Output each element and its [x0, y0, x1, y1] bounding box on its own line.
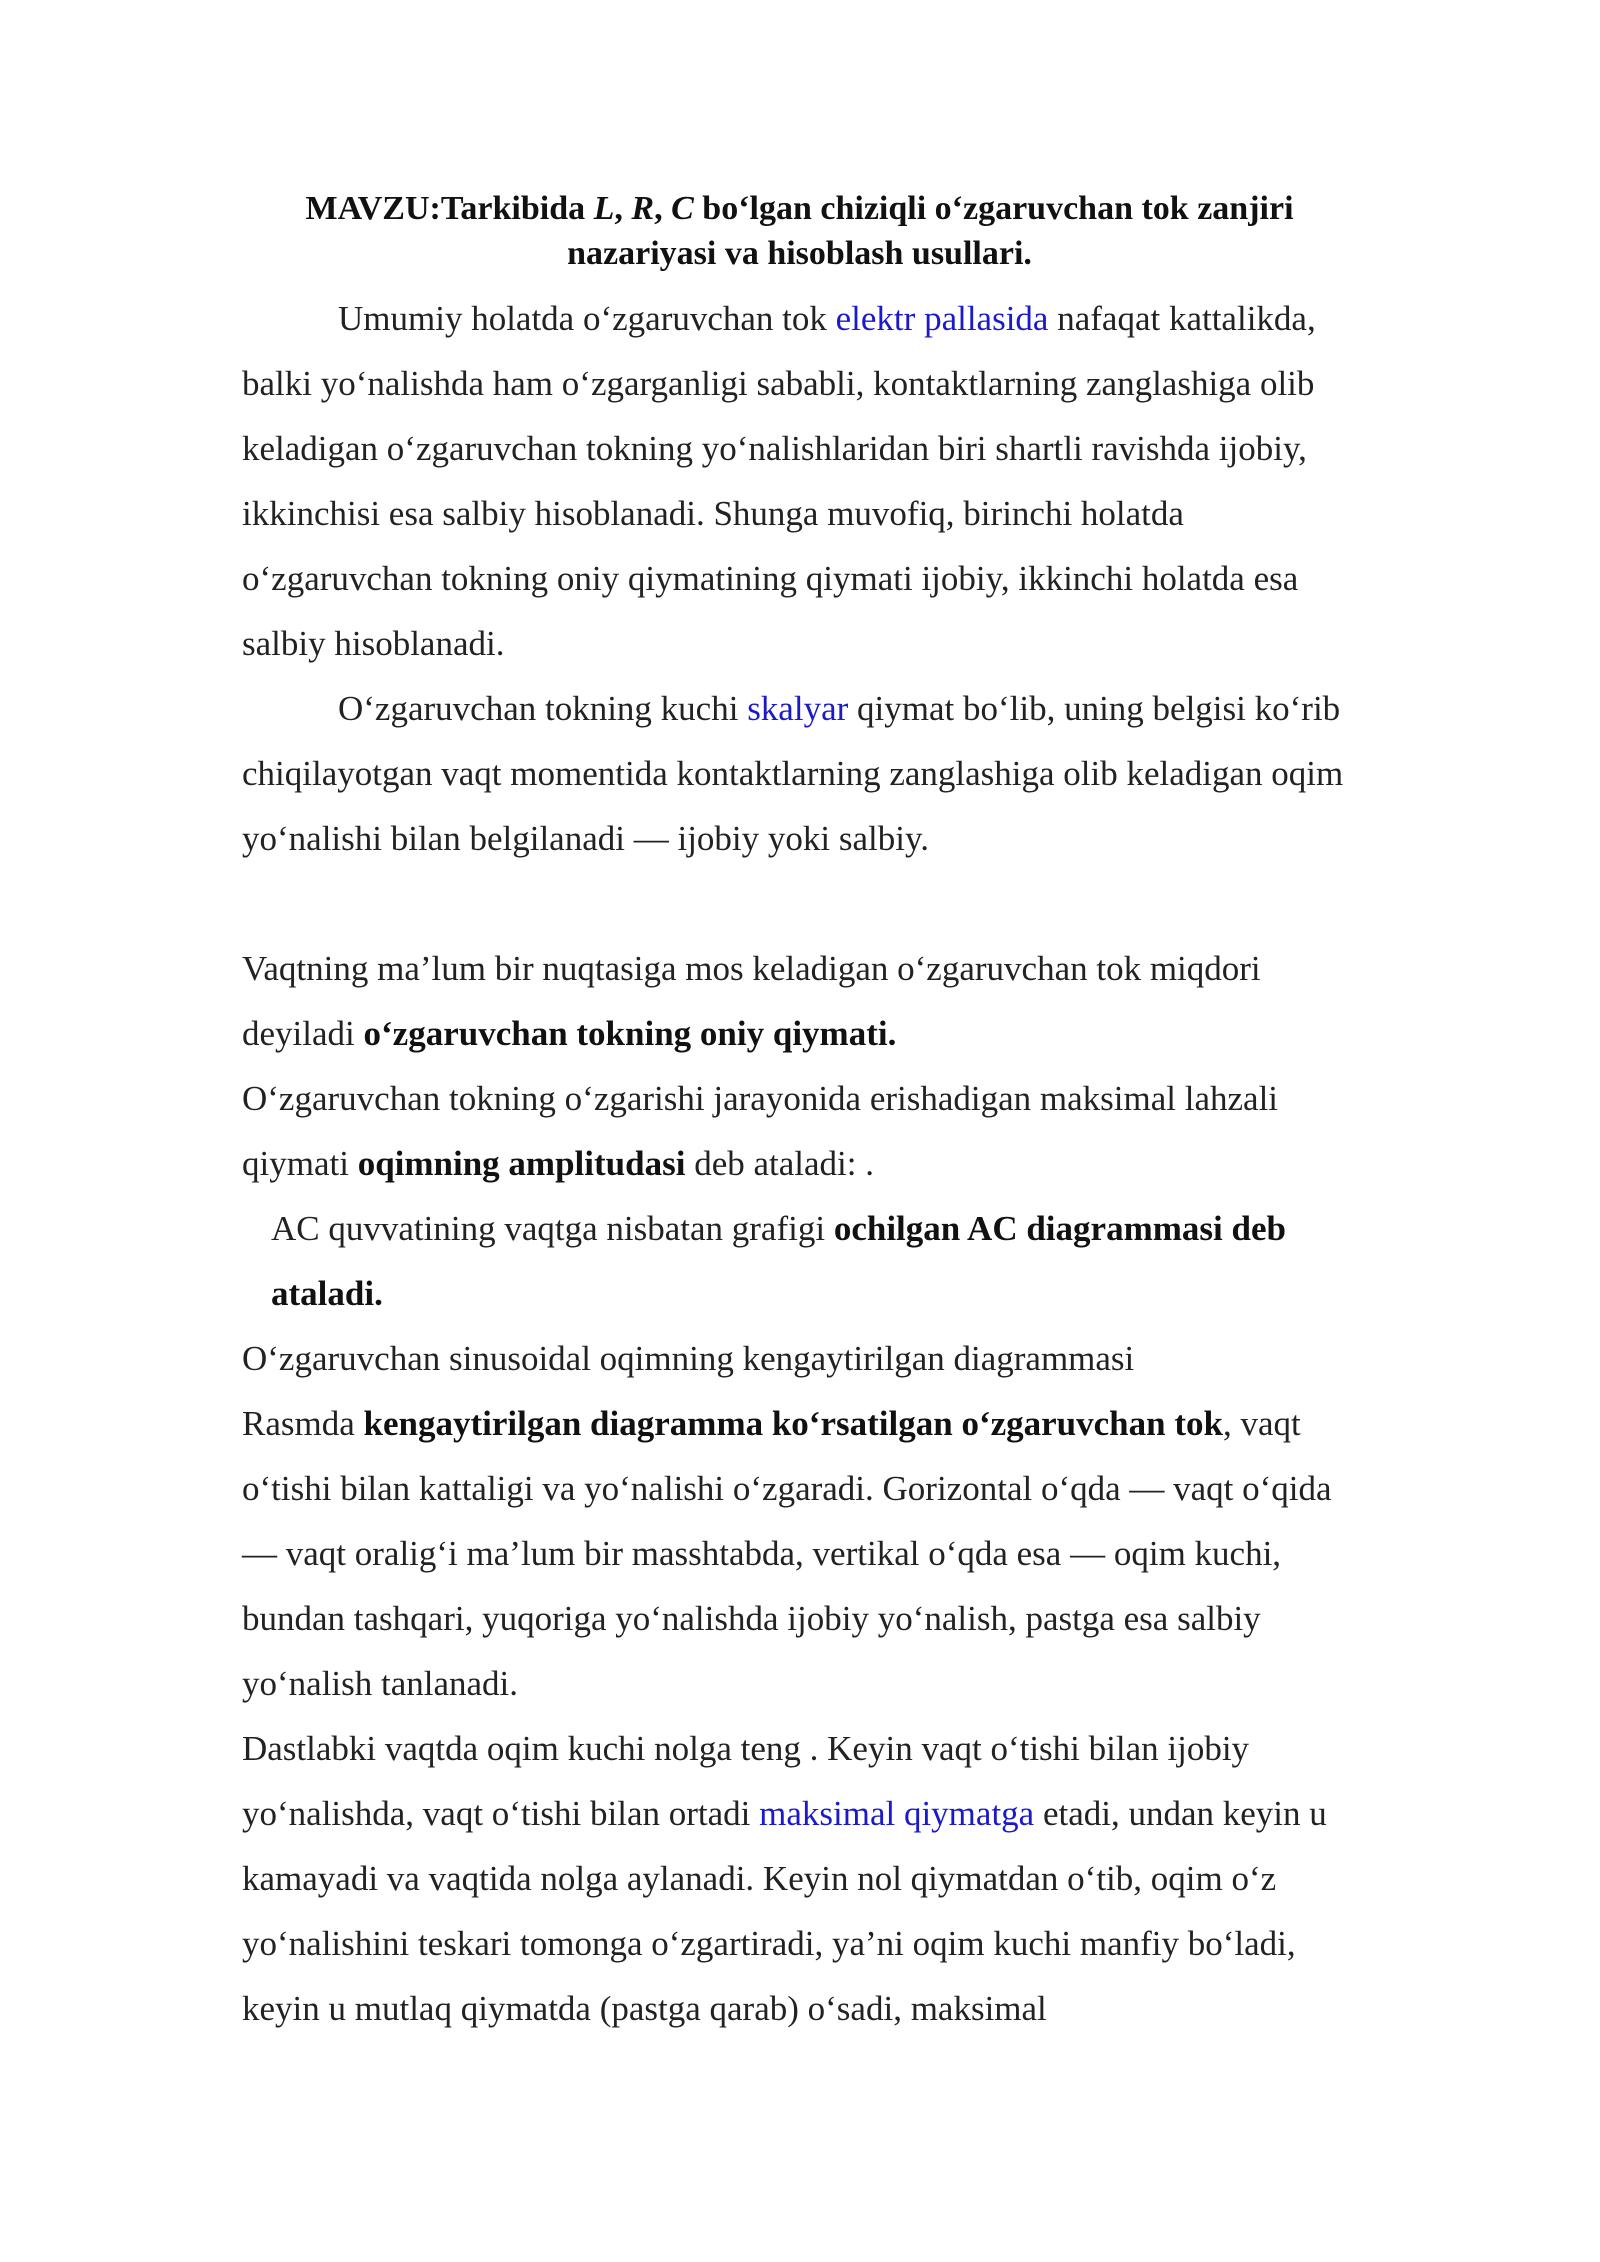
- paragraph-text: Vaqtning ma’lum bir nuqtasiga mos keladigan o‘zgaruvchan tok miqdori deyiladi: [242, 949, 1261, 1053]
- paragraph-text: O‘zgaruvchan tokning o‘zgarishi jarayonida erishadigan maksimal lahzali qiymati: [242, 1079, 1279, 1183]
- paragraph-expanded-diagram: [242, 1391, 1357, 1716]
- paragraph-intro: [242, 286, 1357, 676]
- paragraph-spacer: [242, 871, 1357, 936]
- link-elektr-pallasida[interactable]: elektr pallasida: [835, 299, 1049, 338]
- paragraph-text: , vaqt o‘tishi bilan kattaligi va yo‘nalishi o‘zgaradi. Gorizontal o‘qda — vaqt o‘qida — vaqt oralig‘i ma’lum bir masshtabda, vertikal o‘qda esa — oqim kuchi, bundan tashqari, yuqoriga yo‘nalishda ijobiy yo‘nalish, pastga esa salbiy yo‘nalish tanlanadi.: [242, 1404, 1332, 1703]
- paragraph-text: Dastlabki vaqtda oqim kuchi nolga teng . Keyin vaqt o‘tishi bilan ijobiy yo‘nalishda, vaqt o‘tishi bilan ortadi: [242, 1729, 1250, 1833]
- paragraph-initial-time: [242, 1716, 1357, 2041]
- link-skalyar[interactable]: skalyar: [747, 689, 849, 728]
- page-title: [242, 186, 1357, 276]
- term-amplitude: oqimning amplitudasi: [357, 1144, 686, 1183]
- paragraph-current-strength: [242, 676, 1357, 871]
- document-body: [242, 186, 1357, 2041]
- paragraph-text: etadi, undan keyin u kamayadi va vaqtida nolga aylanadi. Keyin nol qiymatdan o‘tib, oqim o‘z yo‘nalishini teskari tomonga o‘zgartiradi, ya’ni oqim kuchi manfiy bo‘ladi, keyin u mutlaq qiymatda (pastga qarab) o‘sadi, maksimal: [242, 1794, 1327, 2028]
- paragraph-text: Rasmda: [242, 1404, 364, 1443]
- paragraph-text: qiymat bo‘lib, uning belgisi ko‘rib chiqilayotgan vaqt momentida kontaktlarning zanglashiga olib keladigan oqim yo‘nalishi bilan belgilanadi — ijobiy yoki salbiy.: [242, 689, 1344, 858]
- paragraph-text: nafaqat kattalikda, balki yo‘nalishda ham o‘zgarganligi sababli, kontaktlarning zanglashiga olib keladigan o‘zgaruvchan tokning yo‘nalishlaridan biri shartli ravishda ijobiy, ikkinchisi esa salbiy hisoblanadi. Shunga muvofiq, birinchi holatda o‘zgaruvchan tokning oniy qiymatining qiymati ijobiy, ikkinchi holatda esa salbiy hisoblanadi.: [242, 299, 1316, 663]
- paragraph-ac-diagram: [242, 1196, 1357, 1326]
- title-separator: ,: [654, 190, 672, 227]
- term-ac-diagram: ochilgan AC diagrammasi deb ataladi.: [271, 1209, 1286, 1313]
- paragraph-text: O‘zgaruvchan tokning kuchi: [338, 689, 748, 728]
- title-separator: ,: [614, 190, 632, 227]
- paragraph-amplitude: [242, 1066, 1357, 1196]
- paragraph-text: AC quvvatining vaqtga nisbatan grafigi: [271, 1209, 834, 1248]
- title-prefix: MAVZU:Tarkibida: [305, 190, 594, 227]
- paragraph-text: Umumiy holatda o‘zgaruvchan tok: [338, 299, 836, 338]
- title-symbol-c: C: [671, 190, 694, 227]
- title-rest: bo‘lgan chiziqli o‘zgaruvchan tok zanjiri nazariyasi va hisoblash usullari.: [567, 190, 1294, 272]
- paragraph-subheading: [242, 1326, 1357, 1391]
- paragraph-instant-value: [242, 936, 1357, 1066]
- term-expanded-diagram: kengaytirilgan diagramma ko‘rsatilgan o‘zgaruvchan tok: [363, 1404, 1223, 1443]
- title-symbol-l: L: [593, 190, 615, 227]
- paragraph-text: O‘zgaruvchan sinusoidal oqimning kengaytirilgan diagrammasi: [242, 1339, 1135, 1378]
- title-symbol-r: R: [631, 190, 655, 227]
- link-maksimal-qiymatga[interactable]: maksimal qiymatga: [759, 1794, 1035, 1833]
- paragraph-text: deb ataladi: .: [685, 1144, 874, 1183]
- term-instant-value: o‘zgaruvchan tokning oniy qiymati.: [363, 1014, 897, 1053]
